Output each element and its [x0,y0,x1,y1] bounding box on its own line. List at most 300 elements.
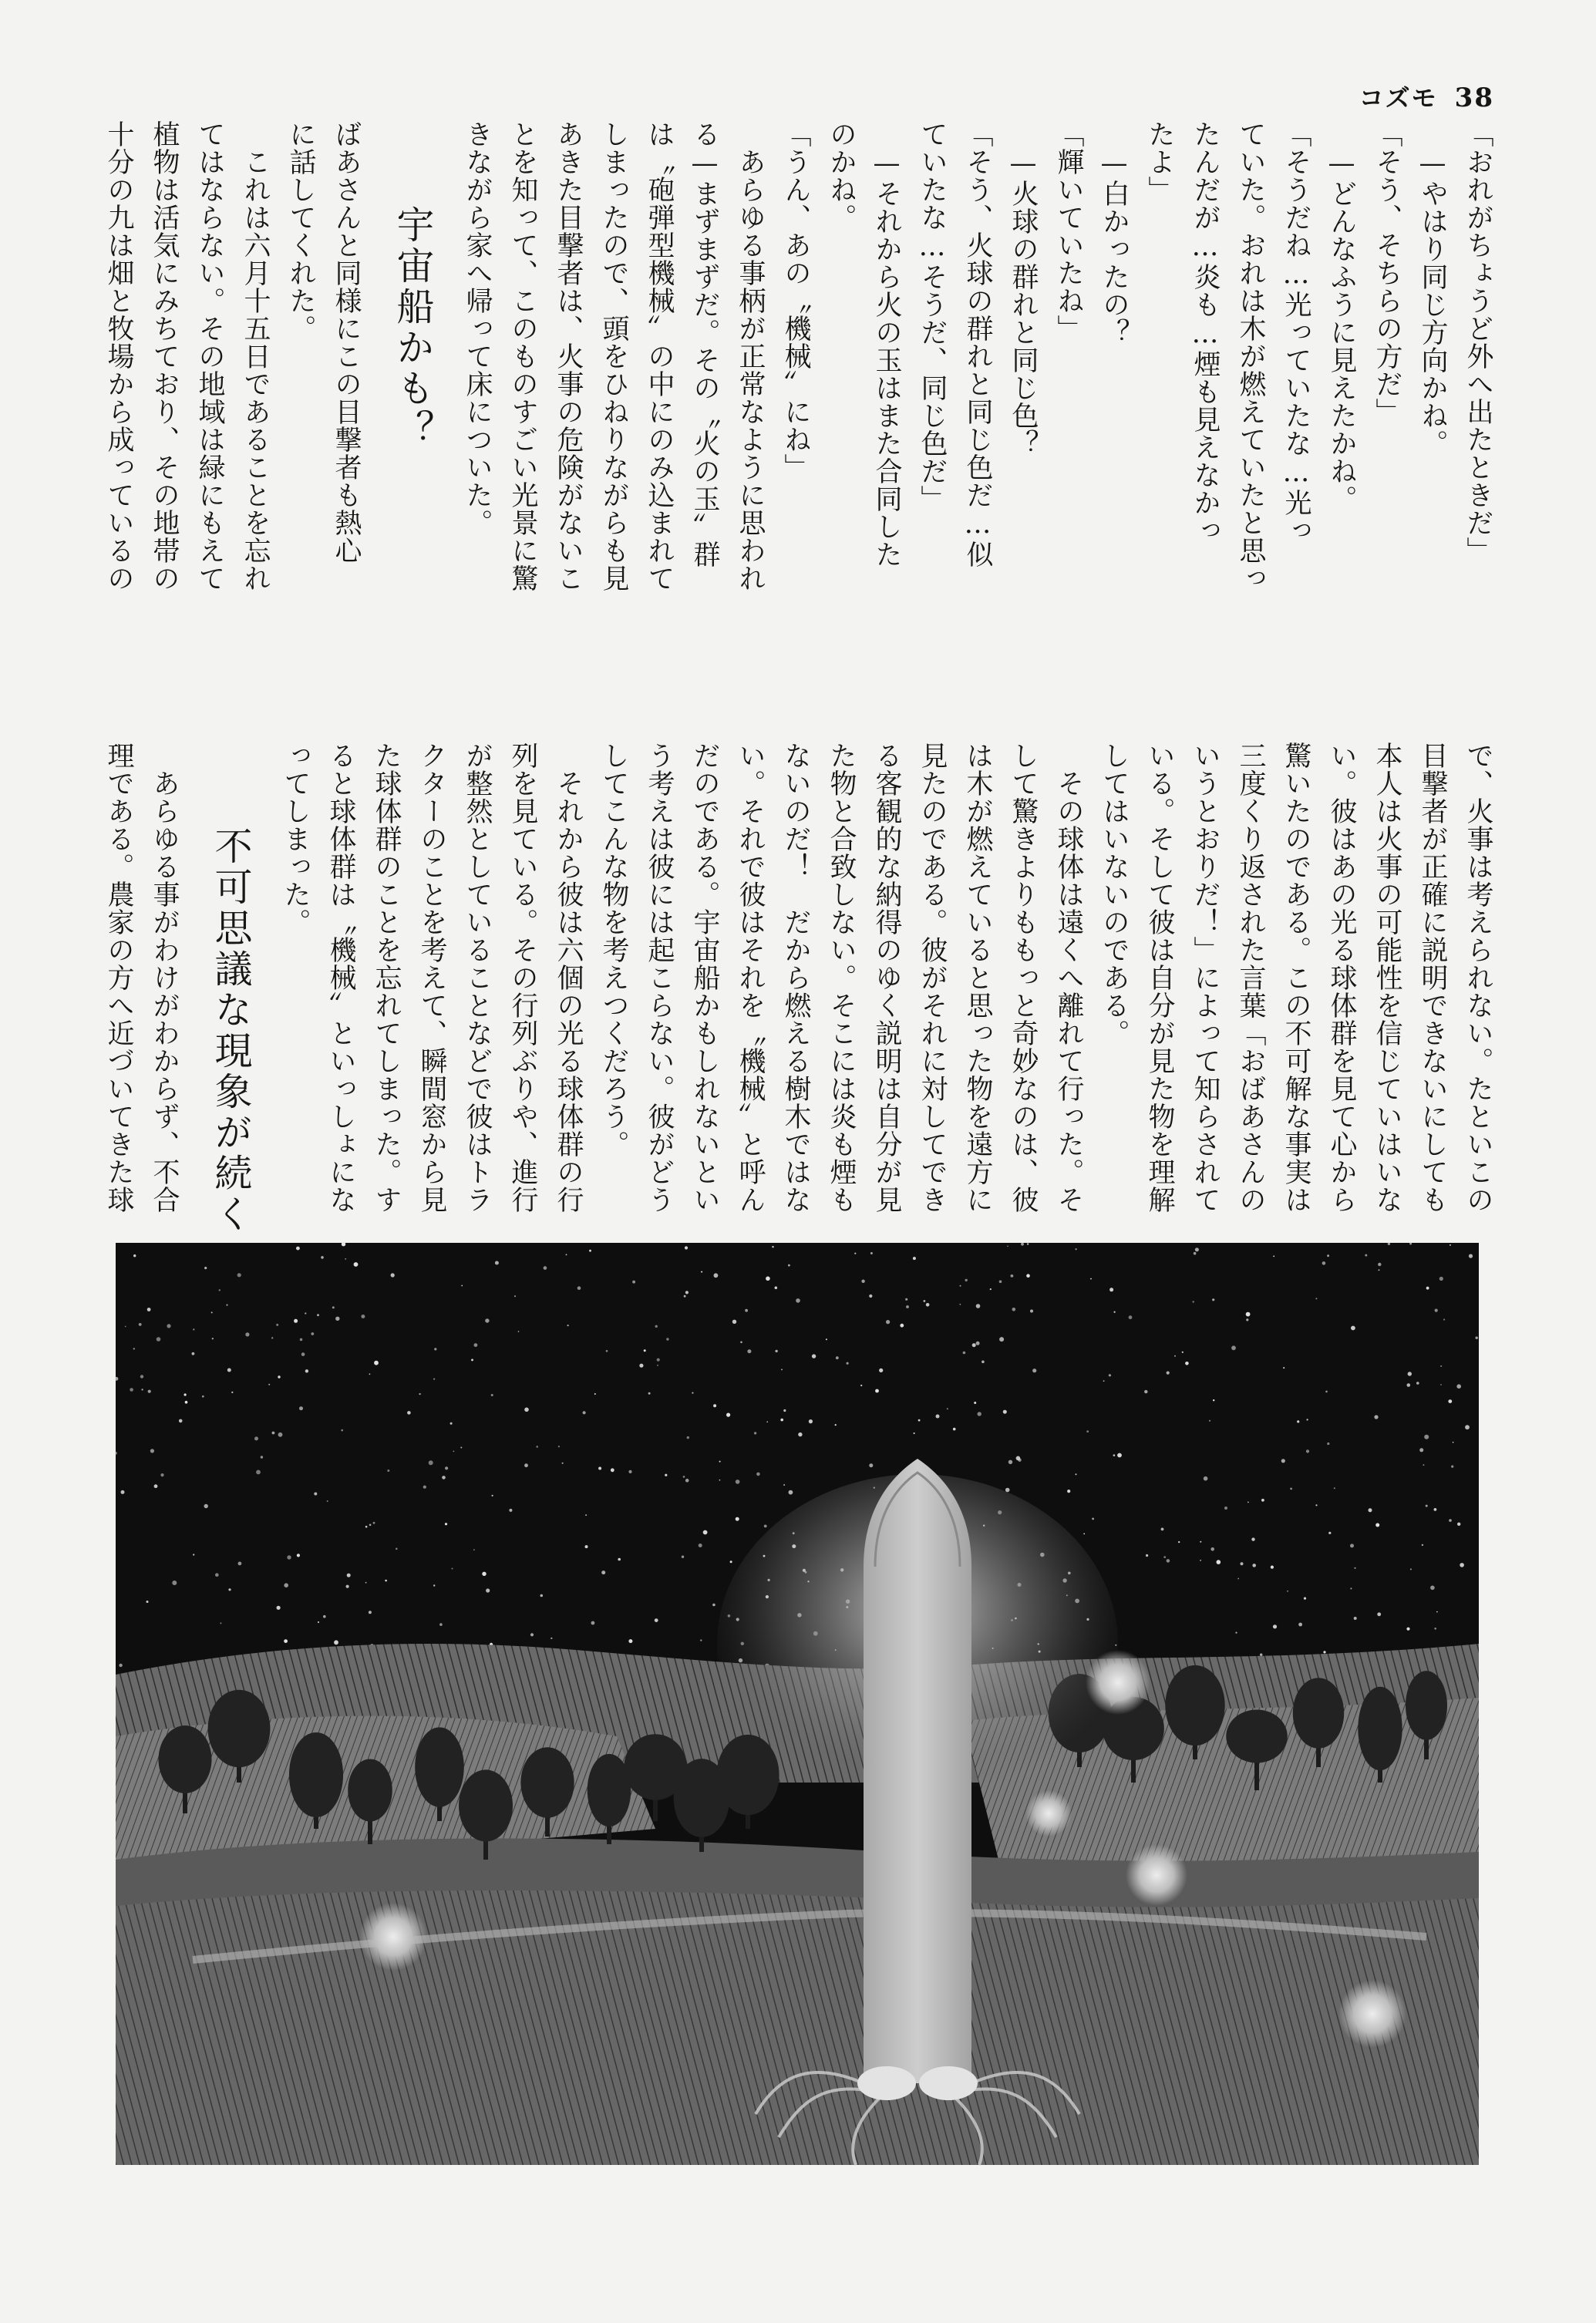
star [314,1493,317,1496]
star [1435,1309,1438,1312]
text-line: 驚いたのである。この不可解な事実は [1281,742,1311,1214]
star [256,1470,261,1475]
star [1327,1443,1329,1445]
star [1260,1654,1262,1656]
star [491,1394,493,1396]
star [644,1349,646,1352]
star [783,1484,785,1486]
star [585,1514,587,1516]
star [936,1415,940,1419]
star [1021,1243,1024,1246]
star [657,1365,658,1366]
projectile-craft [864,1459,971,2083]
star [396,1548,398,1550]
star [974,1402,976,1404]
star [369,1524,372,1527]
star [1008,1460,1012,1464]
star [1290,1488,1292,1490]
star [1213,1399,1214,1401]
star [1167,1559,1170,1563]
star [809,1419,813,1423]
star [1067,1490,1070,1493]
star [1018,1459,1021,1462]
star [1231,1345,1236,1350]
star [544,1266,547,1270]
star [365,1526,368,1528]
star [860,1385,862,1386]
star [1283,1367,1285,1369]
star [1407,1383,1411,1387]
star [1246,1318,1248,1321]
star [142,1389,143,1390]
star [1450,1244,1451,1246]
text-line: あきた目撃者は、火事の危険がないこ [553,120,584,592]
star [594,1393,596,1395]
star [1003,1410,1007,1414]
star [509,1509,512,1512]
star [683,1476,685,1478]
star [342,1242,345,1246]
star [1453,1442,1454,1443]
star [1281,1459,1285,1463]
section-heading: 宇宙船かも？ [391,205,435,450]
star [1460,1563,1464,1567]
text-line: る—まずまずだ。その〝火の玉〟群 [689,120,720,568]
star [836,1356,839,1359]
text-line: だのである。宇宙船かもしれないとい [689,742,720,1214]
star [179,1419,183,1423]
star [1354,1567,1355,1569]
text-line: 十分の九は畑と牧場から成っているの [103,120,134,592]
star [391,1273,395,1277]
star [1449,1519,1452,1522]
star [682,1556,684,1558]
star [1375,1523,1379,1527]
star [1440,1365,1442,1367]
star [361,1315,365,1318]
star [369,1373,371,1375]
star [775,1287,778,1290]
star [700,1639,702,1641]
star [193,1554,194,1555]
text-line: 三度くり返された言葉「おばあさんの [1235,742,1266,1214]
craft-base-glow-right [919,2066,978,2100]
star [172,1581,177,1585]
star [726,1413,730,1417]
star [719,1480,721,1481]
star [567,1325,569,1326]
star [231,1392,233,1393]
star [460,1447,462,1449]
star [332,1306,335,1308]
star [125,1326,126,1328]
star [321,1256,324,1259]
text-line: してこんな物を考えつくだろう。 [598,742,629,1158]
star [1027,1243,1029,1244]
star [1388,1243,1390,1245]
star [900,1324,904,1328]
star [775,1350,777,1352]
star [327,1500,328,1502]
star [1007,1246,1008,1247]
star [335,1317,339,1321]
star [869,1463,873,1467]
star [346,1585,349,1588]
star [972,1343,976,1347]
star [1476,1337,1478,1339]
star [148,1390,151,1393]
star [1076,1473,1077,1475]
star [796,1298,800,1303]
text-line: い。それで彼はそれを〝機械〟と呼ん [735,742,766,1214]
text-line: のかね。 [826,120,857,231]
star [1212,1298,1214,1301]
star [1210,1547,1214,1551]
star [1195,1247,1199,1251]
star [245,1332,249,1336]
text-line: 「輝いていたね」 [1053,120,1084,342]
star [566,1254,567,1256]
star [783,1409,786,1412]
star [473,1549,475,1550]
star [1365,1254,1367,1257]
star [278,1433,283,1437]
star [492,1495,493,1496]
star [847,1362,849,1365]
star [254,1436,258,1440]
star [1351,1326,1355,1331]
night-scene-illustration [116,1243,1479,2165]
star [982,1361,985,1364]
text-line: 「うん、あの〝機械〟にね」 [780,120,811,481]
star [1273,1624,1277,1628]
star [433,1379,435,1380]
star [1410,1568,1412,1570]
star [287,1555,291,1559]
star [1086,1430,1089,1433]
text-line: それから彼は六個の光る球体群の行 [553,742,584,1214]
star [960,1285,961,1287]
star [1443,1318,1445,1320]
star [1261,1499,1264,1502]
text-line: 本人は火事の可能性を信じていはいな [1372,742,1402,1214]
star [524,1408,529,1412]
star [305,1369,308,1372]
star [1334,1487,1335,1489]
glowing-orb [359,1903,427,1971]
star [202,1395,204,1398]
star [226,1305,227,1306]
star [1113,1454,1116,1456]
star [482,1572,486,1576]
text-line: た球体群のことを忘れてしまった。す [371,742,402,1214]
star [284,1583,288,1587]
star [687,1436,689,1439]
star [1109,1288,1113,1291]
star [1167,1372,1170,1375]
star [914,1433,915,1434]
text-line: その球体は遠くへ離れて行った。そ [1053,742,1084,1214]
star [1271,1566,1274,1569]
star [1440,1384,1442,1385]
star [524,1463,528,1467]
star [577,1286,581,1290]
star [1246,1312,1251,1317]
star [732,1320,736,1324]
star [606,1350,608,1352]
star [1409,1243,1412,1245]
star [990,1288,992,1290]
star [1350,1587,1352,1589]
star [591,1621,595,1625]
star [474,1343,478,1347]
text-line: とを知って、このものすごい光景に驚 [507,120,538,592]
star [442,1476,446,1480]
star [589,1250,591,1252]
star [875,1389,879,1393]
star [261,1456,263,1458]
text-line: して驚きよりももっと奇妙なのは、彼 [1008,742,1039,1214]
star [886,1320,890,1324]
star [639,1364,643,1368]
glowing-orb [1126,1844,1187,1906]
star [536,1446,538,1448]
star [268,1384,270,1385]
star [1451,1466,1453,1468]
star [1419,1448,1423,1452]
star [1200,1560,1201,1561]
star [685,1291,689,1294]
star [433,1584,435,1586]
star [657,1358,660,1362]
star [301,1352,305,1356]
star [530,1633,534,1636]
star [1163,1556,1166,1558]
star [551,1638,552,1639]
star [1237,1578,1239,1580]
star [766,1421,768,1422]
star [611,1468,614,1472]
star [1011,1274,1014,1278]
star [1178,1541,1180,1543]
star [918,1419,921,1422]
page-header [1359,79,1494,114]
star [699,1544,702,1547]
star [434,1348,436,1350]
star [703,1530,708,1535]
star [869,1294,872,1298]
star [655,1325,658,1328]
star [1328,1532,1331,1534]
text-line: てはならない。その地域は緑にもえて [194,120,225,592]
star [665,1474,667,1476]
star [924,1300,926,1302]
star [1323,1651,1325,1653]
star [1315,1298,1317,1299]
star [601,1571,605,1574]
text-line: きながら家へ帰って床についた。 [462,120,493,537]
star [1439,1277,1443,1281]
star [585,1545,588,1548]
star [294,1319,298,1323]
star [598,1467,601,1470]
star [115,1377,119,1381]
star [347,1574,351,1577]
star [692,1392,693,1394]
text-line: いる。そして彼は自分が見た物を理解 [1144,742,1175,1214]
text-line: あらゆる事柄が正常なように思われ [735,120,766,592]
text-line: 植物は活気にみちており、その地帯の [149,120,180,592]
star [1378,1263,1381,1266]
star [1457,1523,1460,1526]
star [1114,1311,1116,1313]
star [789,1490,793,1495]
glowing-orb [1025,1790,1072,1837]
star [184,1393,187,1395]
star [798,1433,802,1436]
star [747,1349,751,1353]
star [407,1411,411,1415]
star [150,1449,154,1453]
star [1076,1248,1077,1250]
star [121,1490,125,1494]
star [1416,1382,1419,1385]
text-line: で、火事は考えられない。たといこの [1463,742,1493,1214]
star [385,1580,387,1582]
text-line: —それから火の玉はまた合同した [871,120,902,568]
star [212,1338,214,1339]
star [1090,1278,1092,1280]
star [1117,1453,1122,1458]
star [701,1271,702,1273]
star [211,1311,213,1313]
text-line: 目撃者が正確に説明できないにしても [1417,742,1448,1214]
star [766,1277,770,1281]
star [1297,1420,1299,1422]
star [272,1432,275,1435]
star [540,1594,544,1597]
star [1032,1369,1036,1372]
star [228,1588,231,1591]
star [185,1401,188,1404]
star [1092,1518,1094,1520]
star [215,1573,219,1577]
text-line: —白かったの？ [1099,120,1130,346]
star [311,1332,314,1335]
text-line: に話してくれた。 [285,120,316,342]
text-line: は木が燃えていると思った物を遠方に [962,742,993,1214]
star [1430,1586,1435,1591]
star [558,1446,560,1447]
star [1030,1310,1033,1313]
text-line: い。彼はあの光る球体群を見て心から [1326,742,1357,1214]
star [1235,1632,1237,1634]
star [714,1273,719,1278]
star [1194,1252,1197,1255]
star [445,1466,448,1470]
star [879,1369,883,1372]
star [220,1622,221,1624]
star [167,1324,170,1328]
star [861,1280,864,1283]
star [1204,1476,1208,1481]
text-line: 「そうだね…光っていたな…光っ [1281,120,1311,544]
star [999,1337,1004,1342]
text-line: る客観的な納得のゆく説明は自分が見 [871,742,902,1214]
star [730,1560,732,1563]
star [1109,1374,1111,1376]
star [1406,1628,1409,1631]
star [1322,1261,1326,1265]
star [632,1281,635,1284]
star [157,1337,161,1342]
star [1005,1488,1010,1493]
star [1327,1254,1329,1257]
star [1298,1623,1302,1627]
star [1217,1560,1221,1564]
star [461,1285,463,1287]
text-line: ていたな…そうだ、同じ色だ」 [917,120,948,513]
star [713,1404,716,1407]
star [1161,1528,1164,1531]
star [764,1525,767,1528]
star [1426,1505,1428,1507]
text-line: 見たのである。彼がそれに対してでき [917,742,948,1214]
star [369,1611,372,1614]
star [276,1324,278,1326]
craft-base-glow-left [857,2066,916,2100]
star [1026,1274,1030,1278]
star [429,1460,433,1465]
star [439,1623,443,1626]
star [1424,1435,1429,1439]
star [1241,1562,1244,1565]
field-lower-hatch [116,1890,1479,2165]
text-line: あらゆる事がわけがわからず、不合 [149,742,180,1214]
star [471,1359,473,1362]
star [365,1582,367,1584]
star [976,1342,980,1345]
star [1369,1508,1372,1512]
text-line: たんだが…炎も…煙も見えなかっ [1190,120,1221,544]
star [953,1428,956,1431]
star [1426,1287,1429,1290]
star [278,1375,280,1378]
text-line: が整然としていることなどで彼はトラ [462,742,493,1214]
text-line: してはいないのである。 [1099,742,1130,1047]
star [666,1338,668,1340]
star [740,1342,742,1344]
glowing-orb [1086,1650,1150,1715]
star [296,1247,300,1251]
star [114,1452,117,1455]
star [1304,1597,1306,1600]
star [1209,1420,1210,1422]
text-line: う考えは彼には起こらない。彼がどう [644,742,675,1214]
star [684,1295,686,1298]
star [450,1422,453,1425]
star [1434,1508,1437,1511]
star [495,1261,499,1265]
star [736,1480,740,1484]
star [754,1432,756,1434]
star [373,1522,375,1524]
text-line: 理である。農家の方へ近づいてきた球 [103,742,134,1214]
star [913,1257,916,1260]
text-line: は〝砲弾型機械〟の中にのみ込まれて [644,120,675,592]
star [835,1424,837,1426]
star [423,1486,426,1489]
